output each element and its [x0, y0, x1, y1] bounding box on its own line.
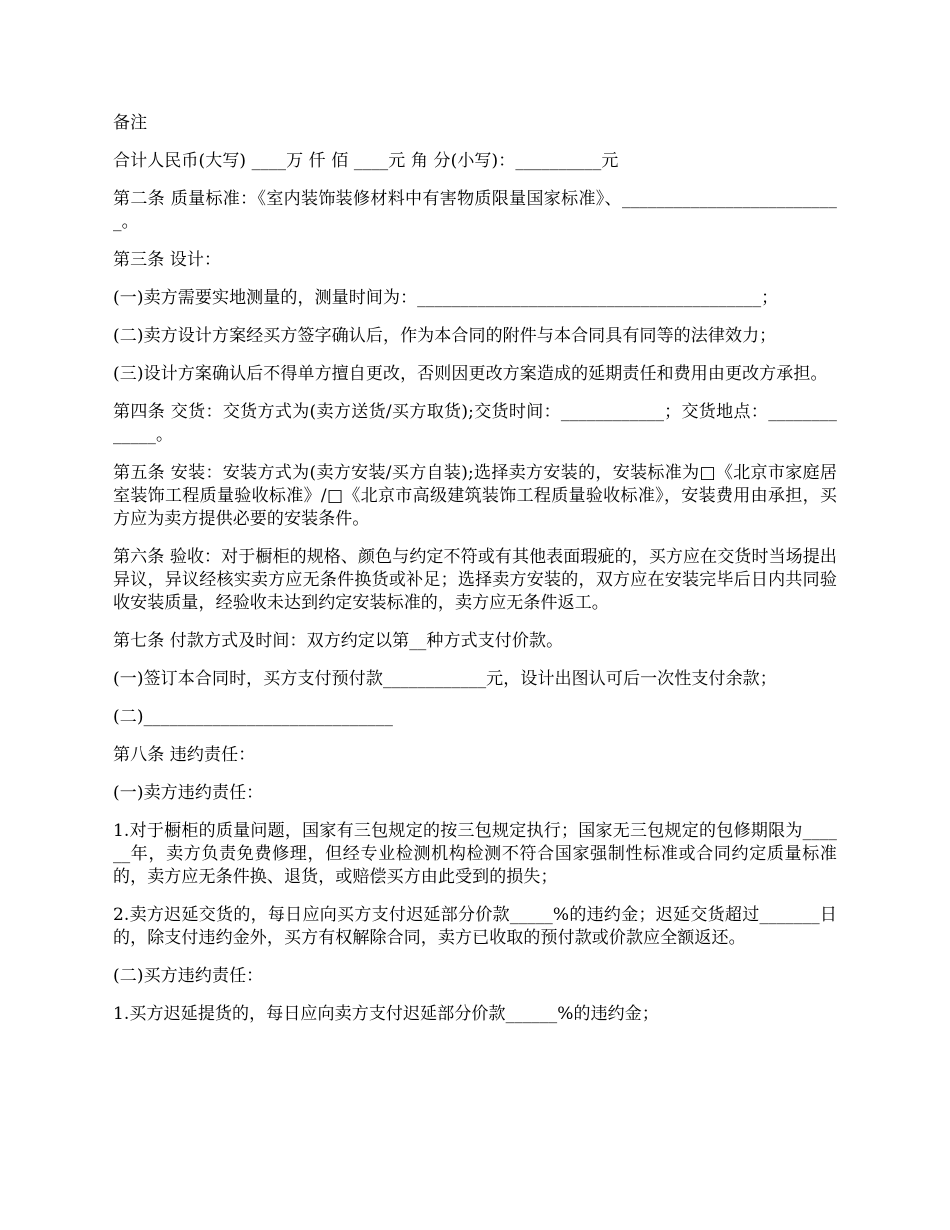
paragraph-article-7-item-1: (一)签订本合同时，买方支付预付款____________元，设计出图认可后一次性支付余款； [113, 669, 777, 689]
paragraph-article-3-item-2: (二)卖方设计方案经买方签字确认后，作为本合同的附件与本合同具有同等的法律效力； [113, 326, 777, 346]
paragraph-article-3-heading: 第三条 设计： [113, 250, 222, 270]
paragraph-article-2-quality: 第二条 质量标准：《室内装饰装修材料中有害物质限量国家标准》、__________________________。 [113, 189, 837, 232]
paragraph-article-7-item-2: (二)_____________________________ [113, 707, 393, 727]
paragraph-article-3-item-3: (三)设计方案确认后不得单方擅自更改，否则因更改方案造成的延期责任和费用由更改方承担。 [113, 364, 828, 384]
paragraph-article-5-installation: 第五条 安装：安装方式为(卖方安装/买方自装);选择卖方安装的，安装标准为□《北京市家庭居室装饰工程质量验收标准》/□《北京市高级建筑装饰工程质量验收标准》，安装费用由承担，买方应为卖方提供必要的安装条件。 [113, 463, 837, 529]
document-page [113, 112, 837, 1041]
paragraph-article-7-payment: 第七条 付款方式及时间：双方约定以第__种方式支付价款。 [113, 631, 564, 651]
paragraph-buyer-liability-1: 1.买方迟延提货的，每日应向卖方支付迟延部分价款______%的违约金； [113, 1004, 659, 1024]
paragraph-seller-liability-2: 2.卖方迟延交货的，每日应向买方支付迟延部分价款_____%的违约金；迟延交货超过_______日的，除支付违约金外，买方有权解除合同，卖方已收取的预付款或价款应全额返还。 [113, 905, 837, 948]
paragraph-seller-liability-heading: (一)卖方违约责任： [113, 783, 264, 803]
paragraph-article-8-heading: 第八条 违约责任： [113, 745, 256, 765]
paragraph-buyer-liability-heading: (二)买方违约责任： [113, 966, 264, 986]
paragraph-total-amount: 合计人民币(大写) ____万 仟 佰 ____元 角 分(小写)：__________元 [113, 151, 619, 171]
paragraph-article-4-delivery: 第四条 交货：交货方式为(卖方送货/买方取货);交货时间：____________；交货地点：_____________。 [113, 402, 837, 445]
paragraph-article-6-acceptance: 第六条 验收：对于橱柜的规格、颜色与约定不符或有其他表面瑕疵的，买方应在交货时当场提出异议，异议经核实卖方应无条件换货或补足；选择卖方安装的，双方应在安装完毕后日内共同验收安装质量，经验收未达到约定安装标准的，卖方应无条件返工。 [113, 547, 837, 613]
paragraph-article-3-item-1: (一)卖方需要实地测量的，测量时间为：________________________________________； [113, 288, 779, 308]
paragraph-seller-liability-1: 1.对于橱柜的质量问题，国家有三包规定的按三包规定执行；国家无三包规定的包修期限为______年，卖方负责免费修理，但经专业检测机构检测不符合国家强制性标准或合同约定质量标准的，卖方应无条件换、退货，或赔偿买方由此受到的损失； [113, 821, 837, 887]
paragraph-remarks: 备注 [113, 113, 148, 133]
